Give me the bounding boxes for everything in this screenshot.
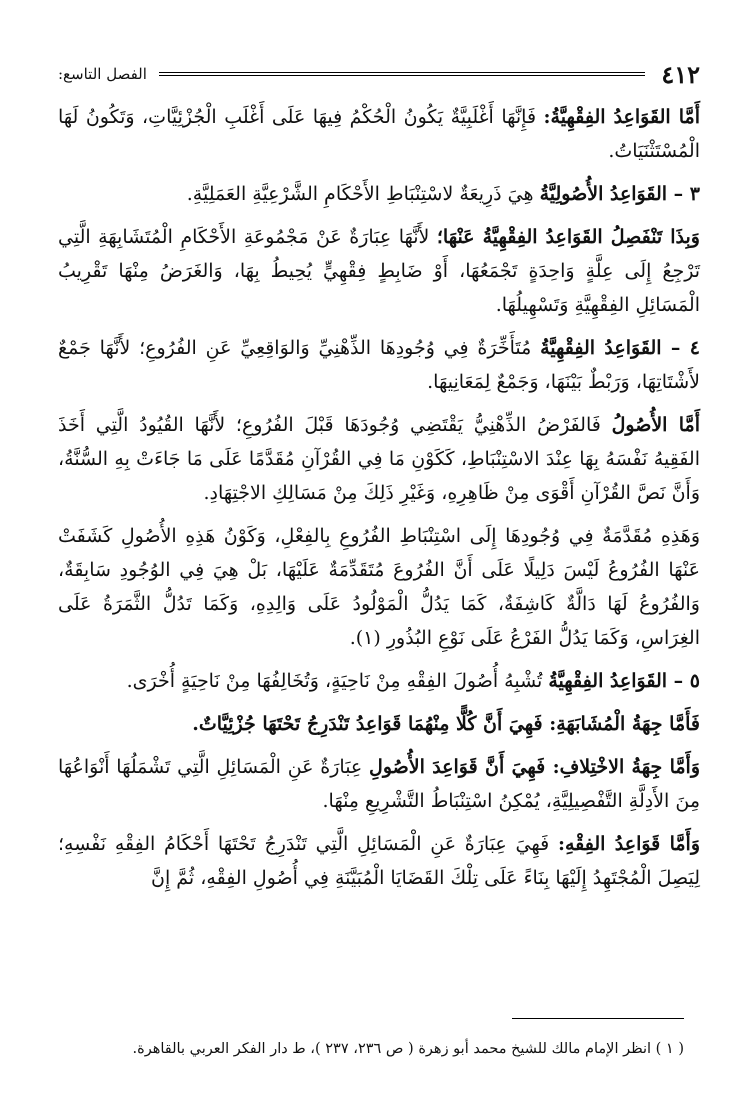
- paragraph-text: عِبَارَةٌ عَنِ الْمَسَائِلِ الَّتِي تَشْمَلُهَا أَنْوَاعُهَا مِنَ الأَدِلَّةِ التَّفْصِيلِيَّةِ، يُمْكِنُ اسْتِنْبَاطُ التَّشْرِيعِ مِنْهَا.: [58, 756, 700, 812]
- paragraph-text: فَإِنَّهَا أَغْلَبِيَّةٌ يَكُونُ الْحُكْمُ فِيهَا عَلَى أَغْلَبِ الْجُزْئِيَّاتِ، وَتَكُونُ لَهَا الْمُسْتَثْنَيَاتُ.: [58, 106, 700, 162]
- paragraph-lead: فَأَمَّا جِهَةُ الْمُشَابَهَةِ: فَهِيَ أَنَّ كُلًّا مِنْهُمَا قَوَاعِدُ تَنْدَرِجُ تَحْتَهَا جُزْئِيَّاتٌ.: [192, 713, 700, 735]
- paragraph-text: فَالفَرْضُ الذِّهْنِيُّ يَقْتَضِي وُجُودَهَا قَبْلَ الفُرُوعِ؛ لأَنَّهَا القُيُودُ الَّتِي أَخَذَ الفَقِيهُ نَفْسَهُ بِهَا عِنْدَ الاسْتِنْبَاطِ، كَكَوْنِ مَا فِي القُرْآنِ مُقَدَّمًا عَلَى مَا جَاءَتْ بِهِ السُّنَّةُ، وَأَنَّ نَصَّ القُرْآنِ أَقْوَى مِنْ ظَاهِرِهِ، وَغَيْرِ ذَلِكَ مِنْ مَسَالِكِ الاجْتِهَادِ.: [58, 414, 700, 504]
- body-text: [58, 100, 700, 904]
- paragraph: [58, 220, 700, 322]
- paragraph: [58, 750, 700, 818]
- running-head: [58, 58, 700, 90]
- chapter-title: الفصل التاسع:: [58, 65, 147, 83]
- paragraph-lead: ٥ – القَوَاعِدُ الفِقْهِيَّةُ: [548, 670, 700, 692]
- paragraph-text: هِيَ ذَرِيعَةٌ لاسْتِنْبَاطِ الأَحْكَامِ الشَّرْعِيَّةِ العَمَلِيَّةِ.: [186, 183, 540, 205]
- paragraph: [58, 707, 700, 741]
- paragraph-text: وَهَذِهِ مُقَدَّمَةٌ فِي وُجُودِهَا إِلَى اسْتِنْبَاطِ الفُرُوعِ بِالفِعْلِ، وَكَوْنُ هَذِهِ الأُصُولِ كَشَفَتْ عَنْهَا الفُرُوعُ لَيْسَ دَلِيلًا عَلَى أَنَّ الفُرُوعَ مُتَقَدِّمَةٌ عَلَيْهَا، بَلْ هِيَ فِي الوُجُودِ سَابِقَةٌ، وَالفُرُوعُ لَهَا دَالَّةٌ كَاشِفَةٌ، كَمَا يَدُلُّ الْمَوْلُودُ عَلَى وَالِدِهِ، وَكَمَا تَدُلُّ الثَّمَرَةُ عَلَى الغِرَاسِ، وَكَمَا يَدُلُّ الفَرْعُ عَلَى نَوْعِ البُذُورِ (١).: [58, 525, 700, 649]
- paragraph: [58, 827, 700, 895]
- paragraph-lead: ٤ – القَوَاعِدُ الفِقْهِيَّةُ: [540, 337, 700, 359]
- paragraph-lead: ٣ – القَوَاعِدُ الأُصُولِيَّةُ: [539, 183, 700, 205]
- paragraph: [58, 664, 700, 698]
- paragraph-lead: وَأَمَّا قَوَاعِدُ الفِقْهِ:: [557, 833, 700, 855]
- paragraph-text: تُشْبِهُ أُصُولَ الفِقْهِ مِنْ نَاحِيَةٍ، وَتُخَالِفُهَا مِنْ نَاحِيَةٍ أُخْرَى.: [126, 670, 549, 692]
- footnote-divider: [512, 1018, 684, 1019]
- paragraph-lead: وَأَمَّا جِهَةُ الاخْتِلافِ: فَهِيَ أَنَّ قَوَاعِدَ الأُصُولِ: [369, 756, 700, 778]
- paragraph-text: مُتَأَخِّرَةٌ فِي وُجُودِهَا الذِّهْنِيِّ وَالوَاقِعِيِّ عَنِ الفُرُوعِ؛ لأَنَّهَا جَمْعٌ لأَشْتَاتِهَا، وَرَبْطٌ بَيْنَهَا، وَجَمْعٌ لِمَعَانِيهَا.: [58, 337, 700, 393]
- paragraph: [58, 519, 700, 655]
- footnote: ( ١ ) انظر الإمام مالك للشيخ محمد أبو زهرة ( ص ٢٣٦، ٢٣٧ )، ط دار الفكر العربي بالقاهرة.: [132, 1041, 684, 1057]
- paragraph: [58, 408, 700, 510]
- paragraph-text: لأَنَّهَا عِبَارَةٌ عَنْ مَجْمُوعَةِ الأَحْكَامِ الْمُتَشَابِهَةِ الَّتِي تَرْجِعُ إِلَى عِلَّةٍ وَاحِدَةٍ تَجْمَعُهَا، أَوْ ضَابِطٍ فِقْهِيٍّ يُحِيطُ بِهَا، وَالغَرَضُ مِنْهَا تَقْرِيبُ الْمَسَائِلِ الفِقْهِيَّةِ وَتَسْهِيلُهَا.: [58, 226, 700, 316]
- paragraph: [58, 177, 700, 211]
- header-rule: [159, 72, 645, 76]
- paragraph: [58, 100, 700, 168]
- paragraph-lead: أَمَّا الأُصُولُ: [611, 414, 701, 436]
- page-number: ٤١٢: [661, 59, 700, 89]
- paragraph: [58, 331, 700, 399]
- paragraph-lead: أَمَّا القَوَاعِدُ الفِقْهِيَّةُ:: [543, 106, 700, 128]
- paragraph-lead: وَبِذَا تَنْفَصِلُ القَوَاعِدُ الفِقْهِيَّةُ عَنْهَا؛: [436, 226, 700, 248]
- paragraph-text: فَهِيَ عِبَارَةٌ عَنِ الْمَسَائِلِ الَّتِي تَنْدَرِجُ تَحْتَهَا أَحْكَامُ الفِقْهِ نَفْسِهِ؛ لِيَصِلَ الْمُجْتَهِدُ إِلَيْهَا بِنَاءً عَلَى تِلْكَ القَضَايَا الْمُبَيَّنَةِ فِي أُصُولِ الفِقْهِ، ثُمَّ إِنَّ: [58, 833, 700, 889]
